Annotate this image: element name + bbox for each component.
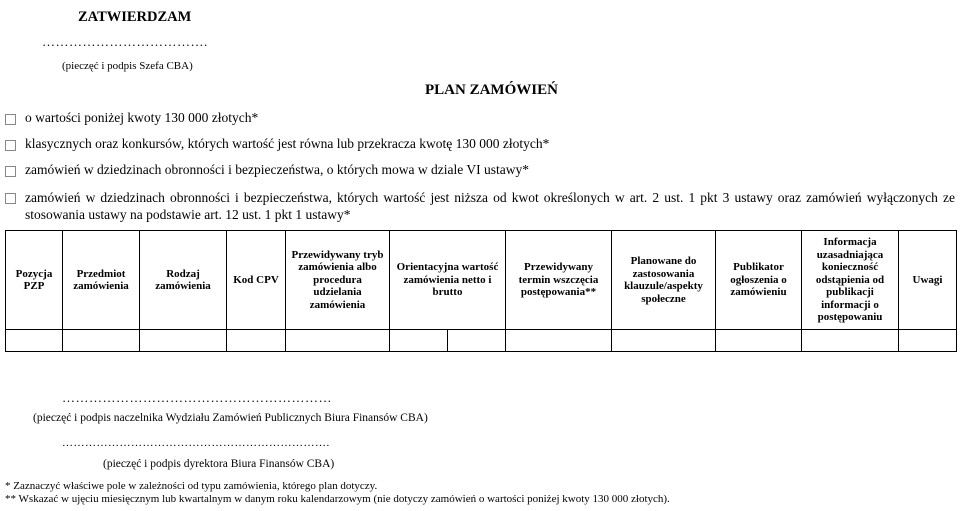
table-cell[interactable] (612, 330, 716, 352)
column-header: Kod CPV (227, 231, 286, 330)
option-label: o wartości poniżej kwoty 130 000 złotych* (25, 110, 259, 125)
table-cell[interactable] (227, 330, 286, 352)
table-cell[interactable] (716, 330, 802, 352)
option-classic[interactable] (5, 136, 549, 152)
page-title: PLAN ZAMÓWIEŃ (425, 82, 558, 98)
checkbox[interactable] (5, 114, 16, 125)
option-label: zamówień w dziedzinach obronności i bezpieczeństwa, których wartość jest niższa od kwot określonych w art. 2 ust. 1 pkt 3 ustawy oraz zamówień wyłączonych ze stosowania ustawy na podstawie art. 12 ust. 1 pkt 1 ustawy* (25, 190, 955, 222)
table-cell[interactable] (506, 330, 612, 352)
checkbox[interactable] (5, 140, 16, 151)
footnote-2: ** Wskazać w ujęciu miesięcznym lub kwartalnym w danym roku kalendarzowym (nie dotyczy zamówień o wartości poniżej kwoty 130 000 złotych). (5, 493, 670, 505)
column-header: Przedmiot zamówienia (63, 231, 140, 330)
option-defense[interactable] (5, 162, 529, 178)
approve-heading: ZATWIERDZAM (78, 9, 192, 25)
table-cell[interactable] (899, 330, 957, 352)
signature-line-director: ……………………………………………………………. (62, 437, 330, 449)
table-cell[interactable] (802, 330, 899, 352)
column-header: Informacja uzasadniająca konieczność odstąpienia od publikacji informacji o postępowaniu (802, 231, 899, 330)
column-header: Pozycja PZP (6, 231, 63, 330)
table-cell[interactable] (448, 330, 506, 352)
option-below-threshold[interactable] (5, 110, 258, 126)
signature-caption-director: (pieczęć i podpis dyrektora Biura Finansów CBA) (103, 458, 335, 470)
column-header: Planowane do zastosowania klauzule/aspekty społeczne (612, 231, 716, 330)
table-cell[interactable] (6, 330, 63, 352)
checkbox[interactable] (5, 193, 16, 204)
column-header: Orientacyjna wartość zamówienia netto i brutto (390, 231, 506, 330)
table-cell[interactable] (390, 330, 448, 352)
signature-caption-head-of-unit: (pieczęć i podpis naczelnika Wydziału Zamówień Publicznych Biura Finansów CBA) (33, 412, 428, 424)
column-header: Rodzaj zamówienia (140, 231, 227, 330)
table-header-row (6, 231, 957, 330)
footnote-1: * Zaznaczyć właściwe pole w zależności od typu zamówienia, którego plan dotyczy. (5, 480, 378, 492)
plan-table (5, 230, 957, 352)
column-header: Publikator ogłoszenia o zamówieniu (716, 231, 802, 330)
signature-line-head: ………………………………. (42, 34, 208, 49)
signature-line-head-of-unit: …………………………………………………… (62, 390, 332, 405)
table-cell[interactable] (63, 330, 140, 352)
option-label: klasycznych oraz konkursów, których wartość jest równa lub przekracza kwotę 130 000 złotych* (25, 136, 550, 151)
table-row (6, 330, 957, 352)
checkbox[interactable] (5, 166, 16, 177)
column-header: Przewidywany tryb zamówienia albo procedura udzielania zamówienia (286, 231, 390, 330)
option-defense-below[interactable] (5, 189, 955, 223)
option-label: zamówień w dziedzinach obronności i bezpieczeństwa, o których mowa w dziale VI ustawy* (25, 162, 529, 177)
table-cell[interactable] (140, 330, 227, 352)
signature-caption-head: (pieczęć i podpis Szefa CBA) (62, 60, 193, 72)
table-cell[interactable] (286, 330, 390, 352)
column-header: Uwagi (899, 231, 957, 330)
column-header: Przewidywany termin wszczęcia postępowania** (506, 231, 612, 330)
